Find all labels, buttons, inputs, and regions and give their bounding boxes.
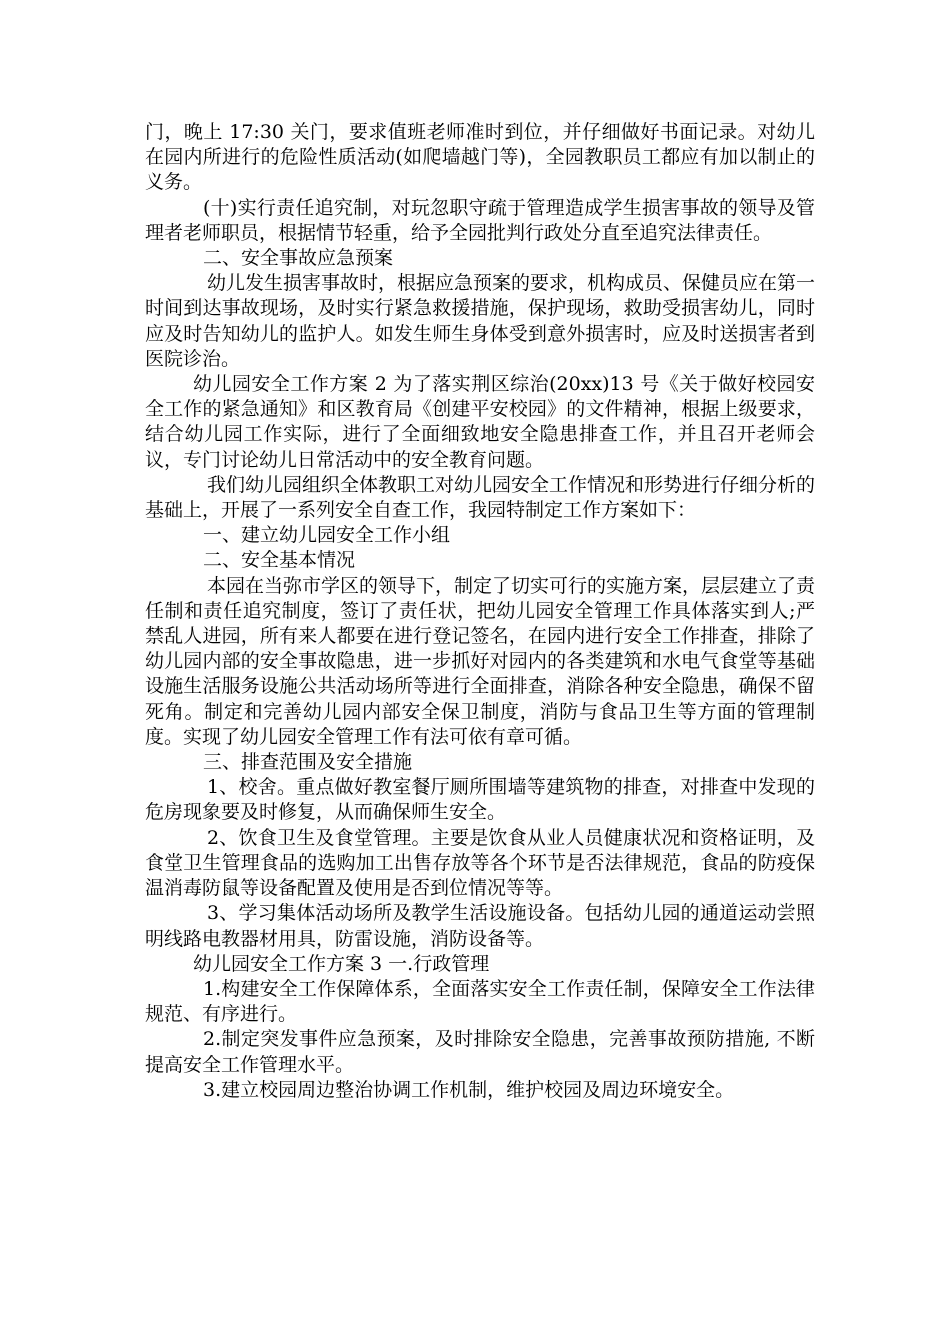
paragraph: 3.建立校园周边整治协调工作机制，维护校园及周边环境安全。 — [203, 1078, 735, 1101]
paragraph: (十)实行责任追究制，对玩忽职守疏于管理造成学生损害事故的领导及管理者老师职员，根据情节轻重，给予全园批判行政处分直至追究法律责任。 — [145, 196, 815, 244]
paragraph: 幼儿发生损害事故时，根据应急预案的要求，机构成员、保健员应在第一时间到达事故现场，及时实行紧急救援措施，保护现场，救助受损害幼儿，同时应及时告知幼儿的监护人。如发生师生身体受到意外损害时，应及时送损害者到医院诊治。 — [145, 272, 816, 370]
paragraph: 门，晚上 17:30 关门，要求值班老师准时到位，并仔细做好书面记录。对幼儿在园内所进行的危险性质活动(如爬墙越门等)，全园教职员工都应有加以制止的义务。 — [145, 121, 815, 194]
document-body — [145, 120, 815, 1103]
paragraph: 本园在当弥市学区的领导下，制定了切实可行的实施方案，层层建立了责任制和责任追究制度，签订了责任状，把幼儿园安全管理工作具体落实到人;严禁乱人进园，所有来人都要在进行登记签名，在园内进行安全工作排查，排除了幼儿园内部的安全事故隐患，进一步抓好对园内的各类建筑和水电气食堂等基础设施生活服务设施公共活动场所等进行全面排查，消除各种安全隐患，确保不留死角。制定和完善幼儿园内部安全保卫制度，消防与食品卫生等方面的管理制度。实现了幼儿园安全管理工作有法可依有章可循。 — [145, 574, 816, 748]
paragraph: 三、排查范围及安全措施 — [203, 751, 413, 774]
paragraph: 2、饮食卫生及食堂管理。主要是饮食从业人员健康状况和资格证明，及食堂卫生管理食品的选购加工出售存放等各个环节是否法律规范，食品的防疫保温消毒防鼠等设备配置及使用是否到位情况等等。 — [145, 826, 815, 900]
paragraph: 2.制定突发事件应急预案，及时排除安全隐患，完善事故预防措施, 不断提高安全工作管理水平。 — [145, 1028, 815, 1076]
paragraph: 1.构建安全工作保障体系，全面落实安全工作责任制，保障安全工作法律规范、有序进行。 — [145, 977, 815, 1026]
paragraph: 幼儿园安全工作方案 2 为了落实荆区综治(20xx)13 号《关于做好校园安全工作的紧急通知》和区教育局《创建平安校园》的文件精神，根据上级要求，结合幼儿园工作实际，进行了全面细致地安全隐患排查工作，并且召开老师会议，专门讨论幼儿日常活动中的安全教育问题。 — [145, 373, 815, 471]
paragraph: 3、学习集体活动场所及教学生活设施设备。包括幼儿园的通道运动尝照明线路电教器材用具，防雷设施，消防设备等。 — [145, 902, 815, 950]
paragraph: 一、建立幼儿园安全工作小组 — [203, 524, 451, 547]
paragraph: 幼儿园安全工作方案 3 一.行政管理 — [193, 952, 490, 975]
paragraph: 二、安全事故应急预案 — [203, 247, 394, 270]
paragraph: 1、校舍。重点做好教室餐厅厕所围墙等建筑物的排查，对排查中发现的危房现象要及时修复，从而确保师生安全。 — [145, 776, 815, 824]
paragraph: 二、安全基本情况 — [203, 549, 356, 572]
paragraph: 我们幼儿园组织全体教职工对幼儿园安全工作情况和形势进行仔细分析的基础上，开展了一系列安全自查工作，我园特制定工作方案如下： — [145, 473, 816, 522]
